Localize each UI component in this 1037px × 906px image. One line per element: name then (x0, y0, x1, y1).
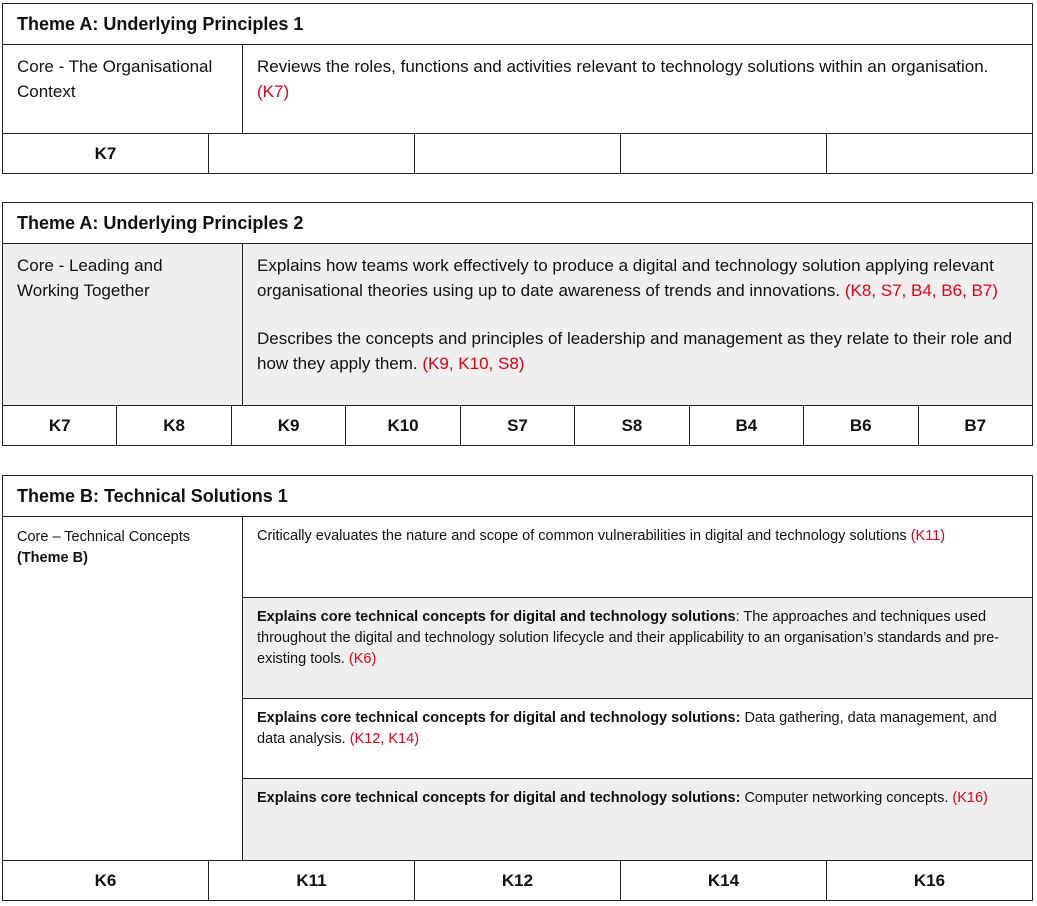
table-theme-a-1 (2, 3, 1033, 174)
code-cell: K11 (208, 861, 414, 900)
code-cell (208, 134, 414, 173)
item-heading: Explains core technical concepts for digital and technology solutions: (257, 710, 741, 726)
reference-codes: (K12, K14) (349, 731, 420, 747)
code-cell: K7 (48, 415, 71, 435)
item-heading: Explains core technical concepts for digital and technology solutions (257, 609, 736, 625)
code-cell: B6 (803, 406, 917, 445)
reference-codes: (K11) (910, 528, 946, 544)
item-text: Computer networking concepts. (740, 790, 949, 806)
content-row (3, 516, 1032, 860)
reference-codes: (K6) (348, 651, 377, 667)
reference-codes: (K9, K10, S8) (422, 353, 525, 373)
item-cell (243, 778, 1032, 860)
table-title: Theme A: Underlying Principles 2 (17, 213, 304, 233)
code-cell: K9 (231, 406, 345, 445)
reference-codes: (K16) (952, 790, 988, 806)
content-row (3, 44, 1032, 133)
core-label: Core - Leading and Working Together (3, 244, 243, 405)
item-text: Data gathering, data management, and data analysis. (257, 710, 997, 747)
code-cell (826, 134, 1032, 173)
code-cell: K7 (94, 143, 117, 163)
code-cell: K10 (345, 406, 459, 445)
code-cell: B7 (918, 406, 1032, 445)
item-heading: Explains core technical concepts for digital and technology solutions: (257, 790, 741, 806)
table-title: Theme A: Underlying Principles 1 (17, 14, 304, 34)
description-text: Explains how teams work effectively to produce a digital and technology solution applying relevant organisational theories using up to date awareness of trends and innovations. (257, 256, 994, 300)
reference-codes: (K8, S7, B4, B6, B7) (844, 280, 998, 300)
code-cell: K14 (620, 861, 826, 900)
code-cell: S7 (460, 406, 574, 445)
code-cell (414, 134, 620, 173)
paragraph (257, 254, 1018, 303)
codes-row (3, 133, 1032, 173)
items-column (243, 517, 1032, 860)
codes-row (3, 860, 1032, 900)
code-cell: K16 (826, 861, 1032, 900)
reference-codes: (K7) (257, 81, 290, 101)
item-cell (243, 698, 1032, 778)
codes-row (3, 405, 1032, 445)
code-cell: S8 (574, 406, 688, 445)
description-cell (243, 45, 1032, 133)
item-text: : The approaches and techniques used throughout the digital and technology solution lifecycle and their applicability to an organisation’s standards and pre-existing tools. (257, 609, 1000, 667)
description-text: Reviews the roles, functions and activities relevant to technology solutions within an organisation. (257, 57, 989, 76)
code-cell (620, 134, 826, 173)
table-title: Theme B: Technical Solutions 1 (17, 486, 288, 506)
core-label: Core - The Organisational Context (3, 45, 243, 133)
item-text: Critically evaluates the nature and scope of common vulnerabilities in digital and technology solutions (257, 528, 907, 544)
core-theme-tag: (Theme B) (17, 550, 88, 566)
item-cell (243, 597, 1032, 698)
core-text: Core – Technical Concepts (17, 529, 191, 545)
code-cell: B4 (689, 406, 803, 445)
code-cell: K6 (94, 870, 117, 890)
table-theme-b-1 (2, 475, 1033, 901)
item-cell (243, 517, 1032, 597)
paragraph (257, 327, 1018, 376)
code-cell: K12 (414, 861, 620, 900)
code-cell: K8 (116, 406, 230, 445)
description-text: Describes the concepts and principles of leadership and management as they relate to their role and how they apply them. (257, 329, 1013, 373)
table-theme-a-2 (2, 202, 1033, 446)
description-cell (243, 244, 1032, 405)
content-row (3, 243, 1032, 405)
core-label (3, 517, 243, 860)
